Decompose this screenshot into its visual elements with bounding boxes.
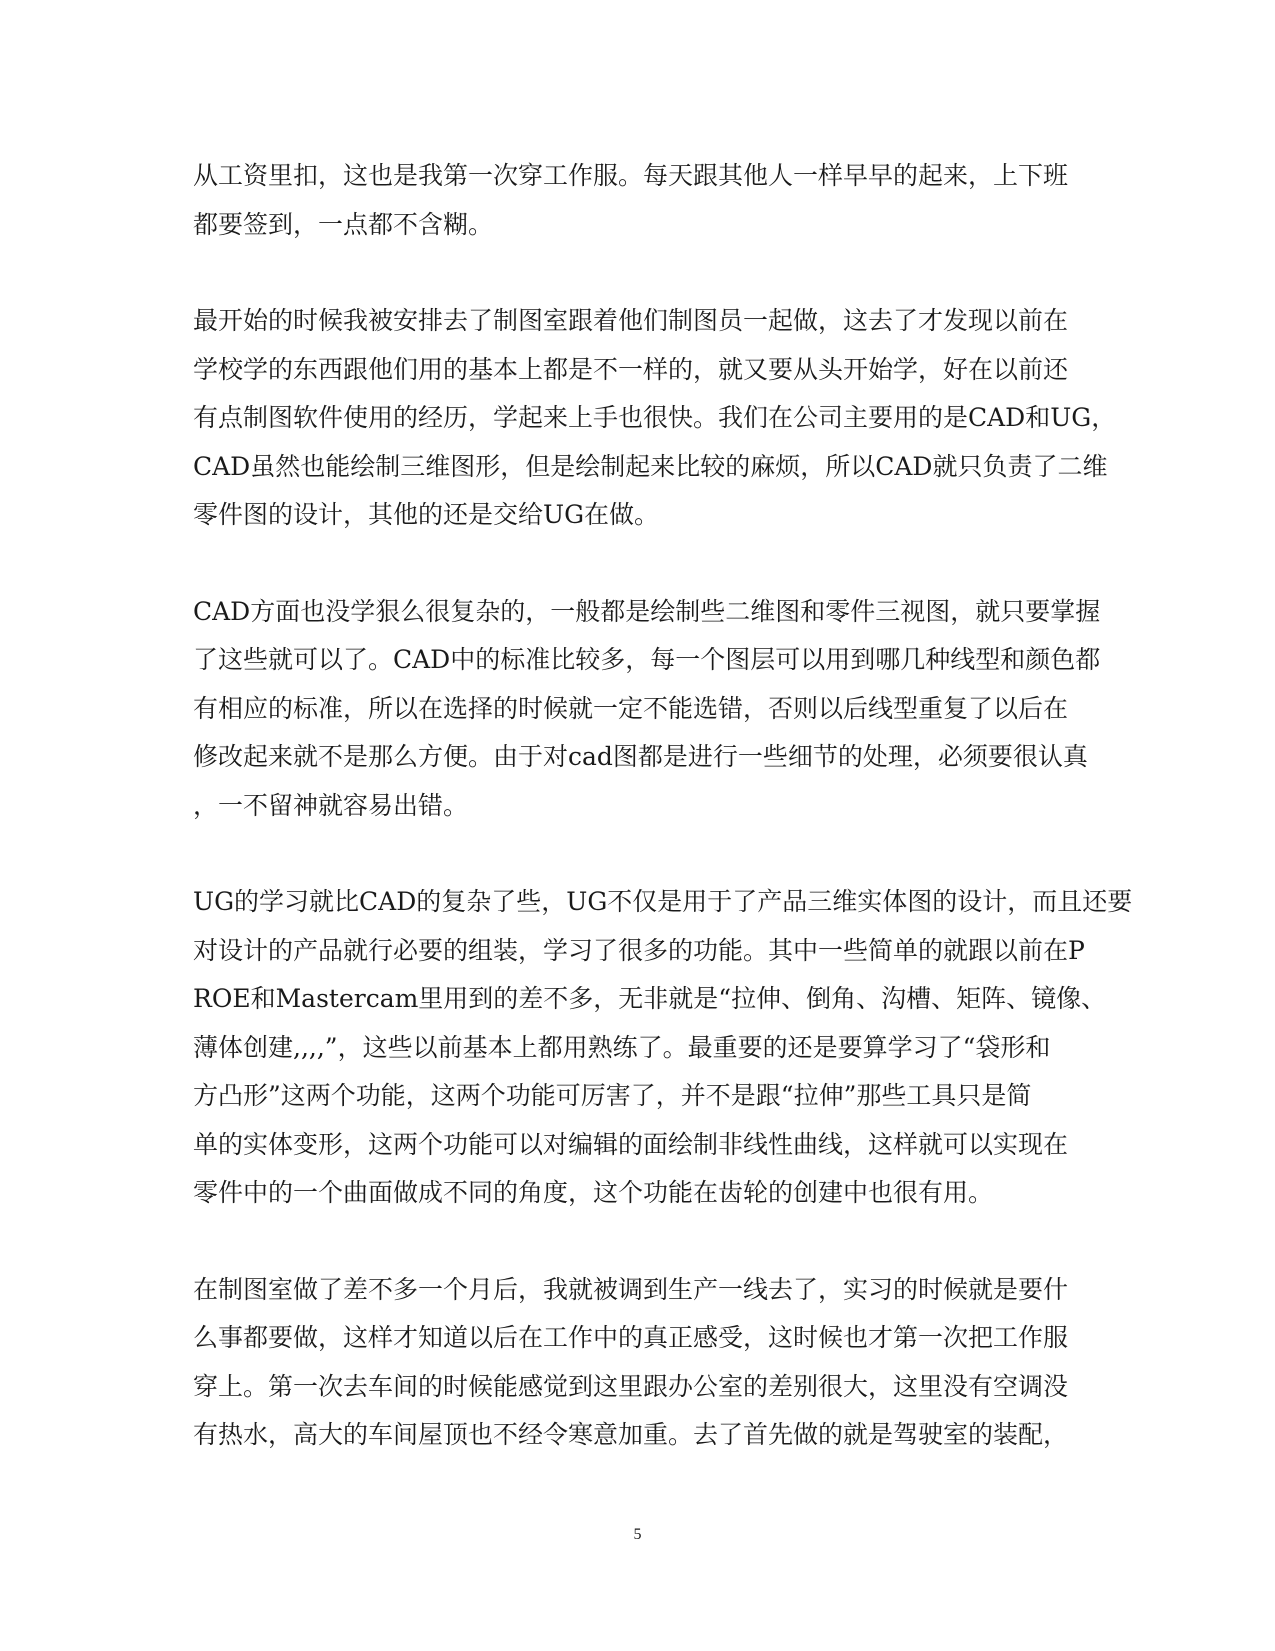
text-line: 最开始的时候我被安排去了制图室跟着他们制图员一起做，这去了才发现以前在	[193, 306, 1069, 335]
text-line: 薄体创建,,,,”，这些以前基本上都用熟练了。最重要的还是要算学习了“袋形和	[193, 1032, 1051, 1062]
text-line: 了这些就可以了。CAD中的标准比较多，每一个图层可以用到哪几种线型和颜色都	[193, 645, 1101, 674]
text-line: 方凸形”这两个功能，这两个功能可厉害了，并不是跟“拉伸”那些工具只是简	[193, 1081, 1032, 1110]
text-line: 有热水，高大的车间屋顶也不经令寒意加重。去了首先做的就是驾驶室的装配，	[193, 1420, 1069, 1449]
text-line: 都要签到，一点都不含糊。	[193, 209, 494, 239]
text-line: CAD虽然也能绘制三维图形，但是绘制起来比较的麻烦，所以CAD就只负责了二维	[193, 451, 1108, 481]
paragraph	[193, 1266, 1088, 1460]
text-line: 从工资里扣，这也是我第一次穿工作服。每天跟其他人一样早早的起来，上下班	[193, 161, 1069, 190]
paragraph	[193, 878, 1133, 1218]
text-line: 穿上。第一次去车间的时候能感觉到这里跟办公室的差别很大，这里没有空调没	[193, 1371, 1069, 1401]
text-line: 么事都要做，这样才知道以后在工作中的真正感受，这时候也才第一次把工作服	[193, 1323, 1069, 1352]
paragraph	[193, 297, 1117, 540]
text-line: 对设计的产品就行必要的组装，学习了很多的功能。其中一些简单的就跟以前在P	[193, 935, 1085, 965]
document-body	[193, 152, 1133, 1508]
text-line: 学校学的东西跟他们用的基本上都是不一样的，就又要从头开始学，好在以前还	[193, 354, 1069, 384]
text-line: CAD方面也没学狠么很复杂的，一般都是绘制些二维图和零件三视图，就只要掌握	[193, 596, 1101, 626]
text-line: UG的学习就比CAD的复杂了些，UG不仅是用于了产品三维实体图的设计，而且还要	[193, 887, 1133, 916]
text-line: 有点制图软件使用的经历，学起来上手也很快。我们在公司主要用的是CAD和UG，	[193, 403, 1117, 432]
paragraph	[193, 152, 1088, 249]
page-number: 5	[633, 1526, 642, 1543]
text-line: 零件中的一个曲面做成不同的角度，这个功能在齿轮的创建中也很有用。	[193, 1178, 994, 1207]
text-line: 有相应的标准，所以在选择的时候就一定不能选错，否则以后线型重复了以后在	[193, 693, 1069, 723]
text-line: ，一不留神就容易出错。	[193, 790, 469, 820]
text-line: 零件图的设计，其他的还是交给UG在做。	[193, 500, 660, 529]
paragraph	[193, 588, 1101, 831]
text-line: 在制图室做了差不多一个月后，我就被调到生产一线去了，实习的时候就是要什	[193, 1274, 1069, 1304]
text-line: 单的实体变形，这两个功能可以对编辑的面绘制非线性曲线，这样就可以实现在	[193, 1129, 1069, 1159]
text-line: ROE和Mastercam里用到的差不多，无非就是“拉伸、倒角、沟槽、矩阵、镜像、	[193, 984, 1107, 1013]
text-line: 修改起来就不是那么方便。由于对cad图都是进行一些细节的处理，必须要很认真	[193, 742, 1088, 771]
